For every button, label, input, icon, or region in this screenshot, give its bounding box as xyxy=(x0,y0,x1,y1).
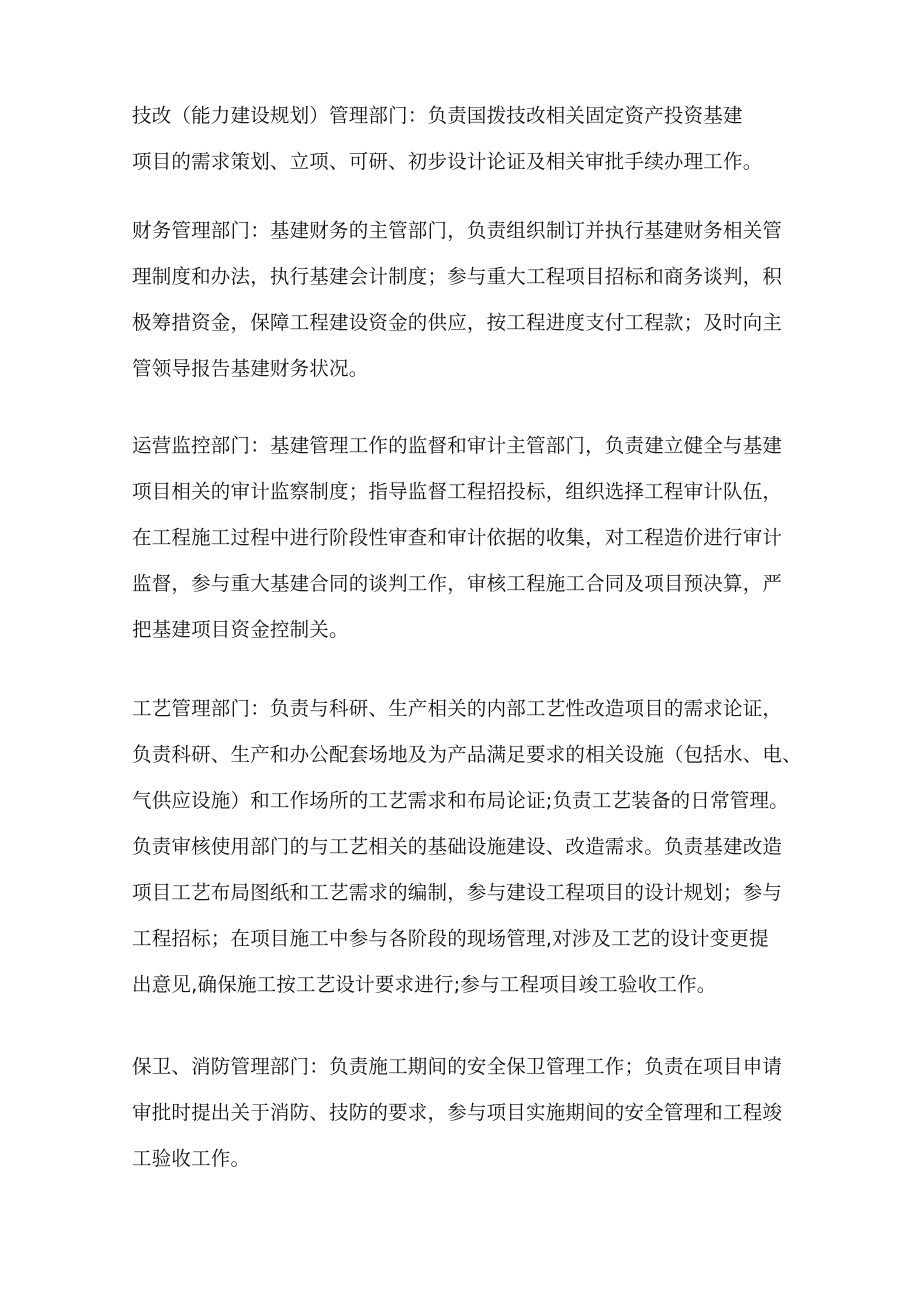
paragraph-line: 项目的需求策划、立项、可研、初步设计论证及相关审批手续办理工作。 xyxy=(132,150,763,173)
paragraph-line: 负责科研、生产和办公配套场地及为产品满足要求的相关设施（包括水、电、 xyxy=(132,743,802,766)
paragraph-operations-monitoring-dept xyxy=(132,423,802,653)
paragraph-line: 财务管理部门：基建财务的主管部门，负责组织制订并执行基建财务相关管 xyxy=(132,219,783,242)
paragraph-security-fire-dept xyxy=(132,1044,802,1182)
paragraph-line: 运营监控部门：基建管理工作的监督和审计主管部门，负责建立健全与基建 xyxy=(132,434,783,457)
paragraph-line: 气供应设施）和工作场所的工艺需求和布局论证;负责工艺装备的日常管理。 xyxy=(132,789,789,812)
paragraph-line: 工艺管理部门：负责与科研、生产相关的内部工艺性改造项目的需求论证， xyxy=(132,697,783,720)
paragraph-line: 出意见,确保施工按工艺设计要求进行;参与工程项目竣工验收工作。 xyxy=(132,973,717,996)
paragraph-line: 工验收工作。 xyxy=(132,1147,251,1170)
paragraph-line: 负责审核使用部门的与工艺相关的基础设施建设、改造需求。负责基建改造 xyxy=(132,835,783,858)
paragraph-line: 保卫、消防管理部门：负责施工期间的安全保卫管理工作；负责在项目申请 xyxy=(132,1055,783,1078)
paragraph-line: 监督，参与重大基建合同的谈判工作，审核工程施工合同及项目预决算，严 xyxy=(132,572,783,595)
paragraph-line: 工程招标；在项目施工中参与各阶段的现场管理,对涉及工艺的设计变更提 xyxy=(132,927,769,950)
paragraph-line: 把基建项目资金控制关。 xyxy=(132,618,349,641)
paragraph-tech-renovation-dept xyxy=(132,93,802,185)
paragraph-process-management-dept xyxy=(132,686,802,1008)
paragraph-line: 项目工艺布局图纸和工艺需求的编制，参与建设工程项目的设计规划；参与 xyxy=(132,881,783,904)
paragraph-line: 审批时提出关于消防、技防的要求，参与项目实施期间的安全管理和工程竣 xyxy=(132,1101,783,1124)
paragraph-line: 项目相关的审计监察制度；指导监督工程招投标，组织选择工程审计队伍， xyxy=(132,480,783,503)
paragraph-line: 极筹措资金，保障工程建设资金的供应，按工程进度支付工程款；及时向主 xyxy=(132,311,783,334)
paragraph-line: 技改（能力建设规划）管理部门：负责国拨技改相关固定资产投资基建 xyxy=(132,104,743,127)
paragraph-finance-dept xyxy=(132,208,802,392)
paragraph-line: 理制度和办法，执行基建会计制度；参与重大工程项目招标和商务谈判，积 xyxy=(132,265,783,288)
paragraph-line: 在工程施工过程中进行阶段性审查和审计依据的收集，对工程造价进行审计 xyxy=(132,526,783,549)
paragraph-line: 管领导报告基建财务状况。 xyxy=(132,357,369,380)
